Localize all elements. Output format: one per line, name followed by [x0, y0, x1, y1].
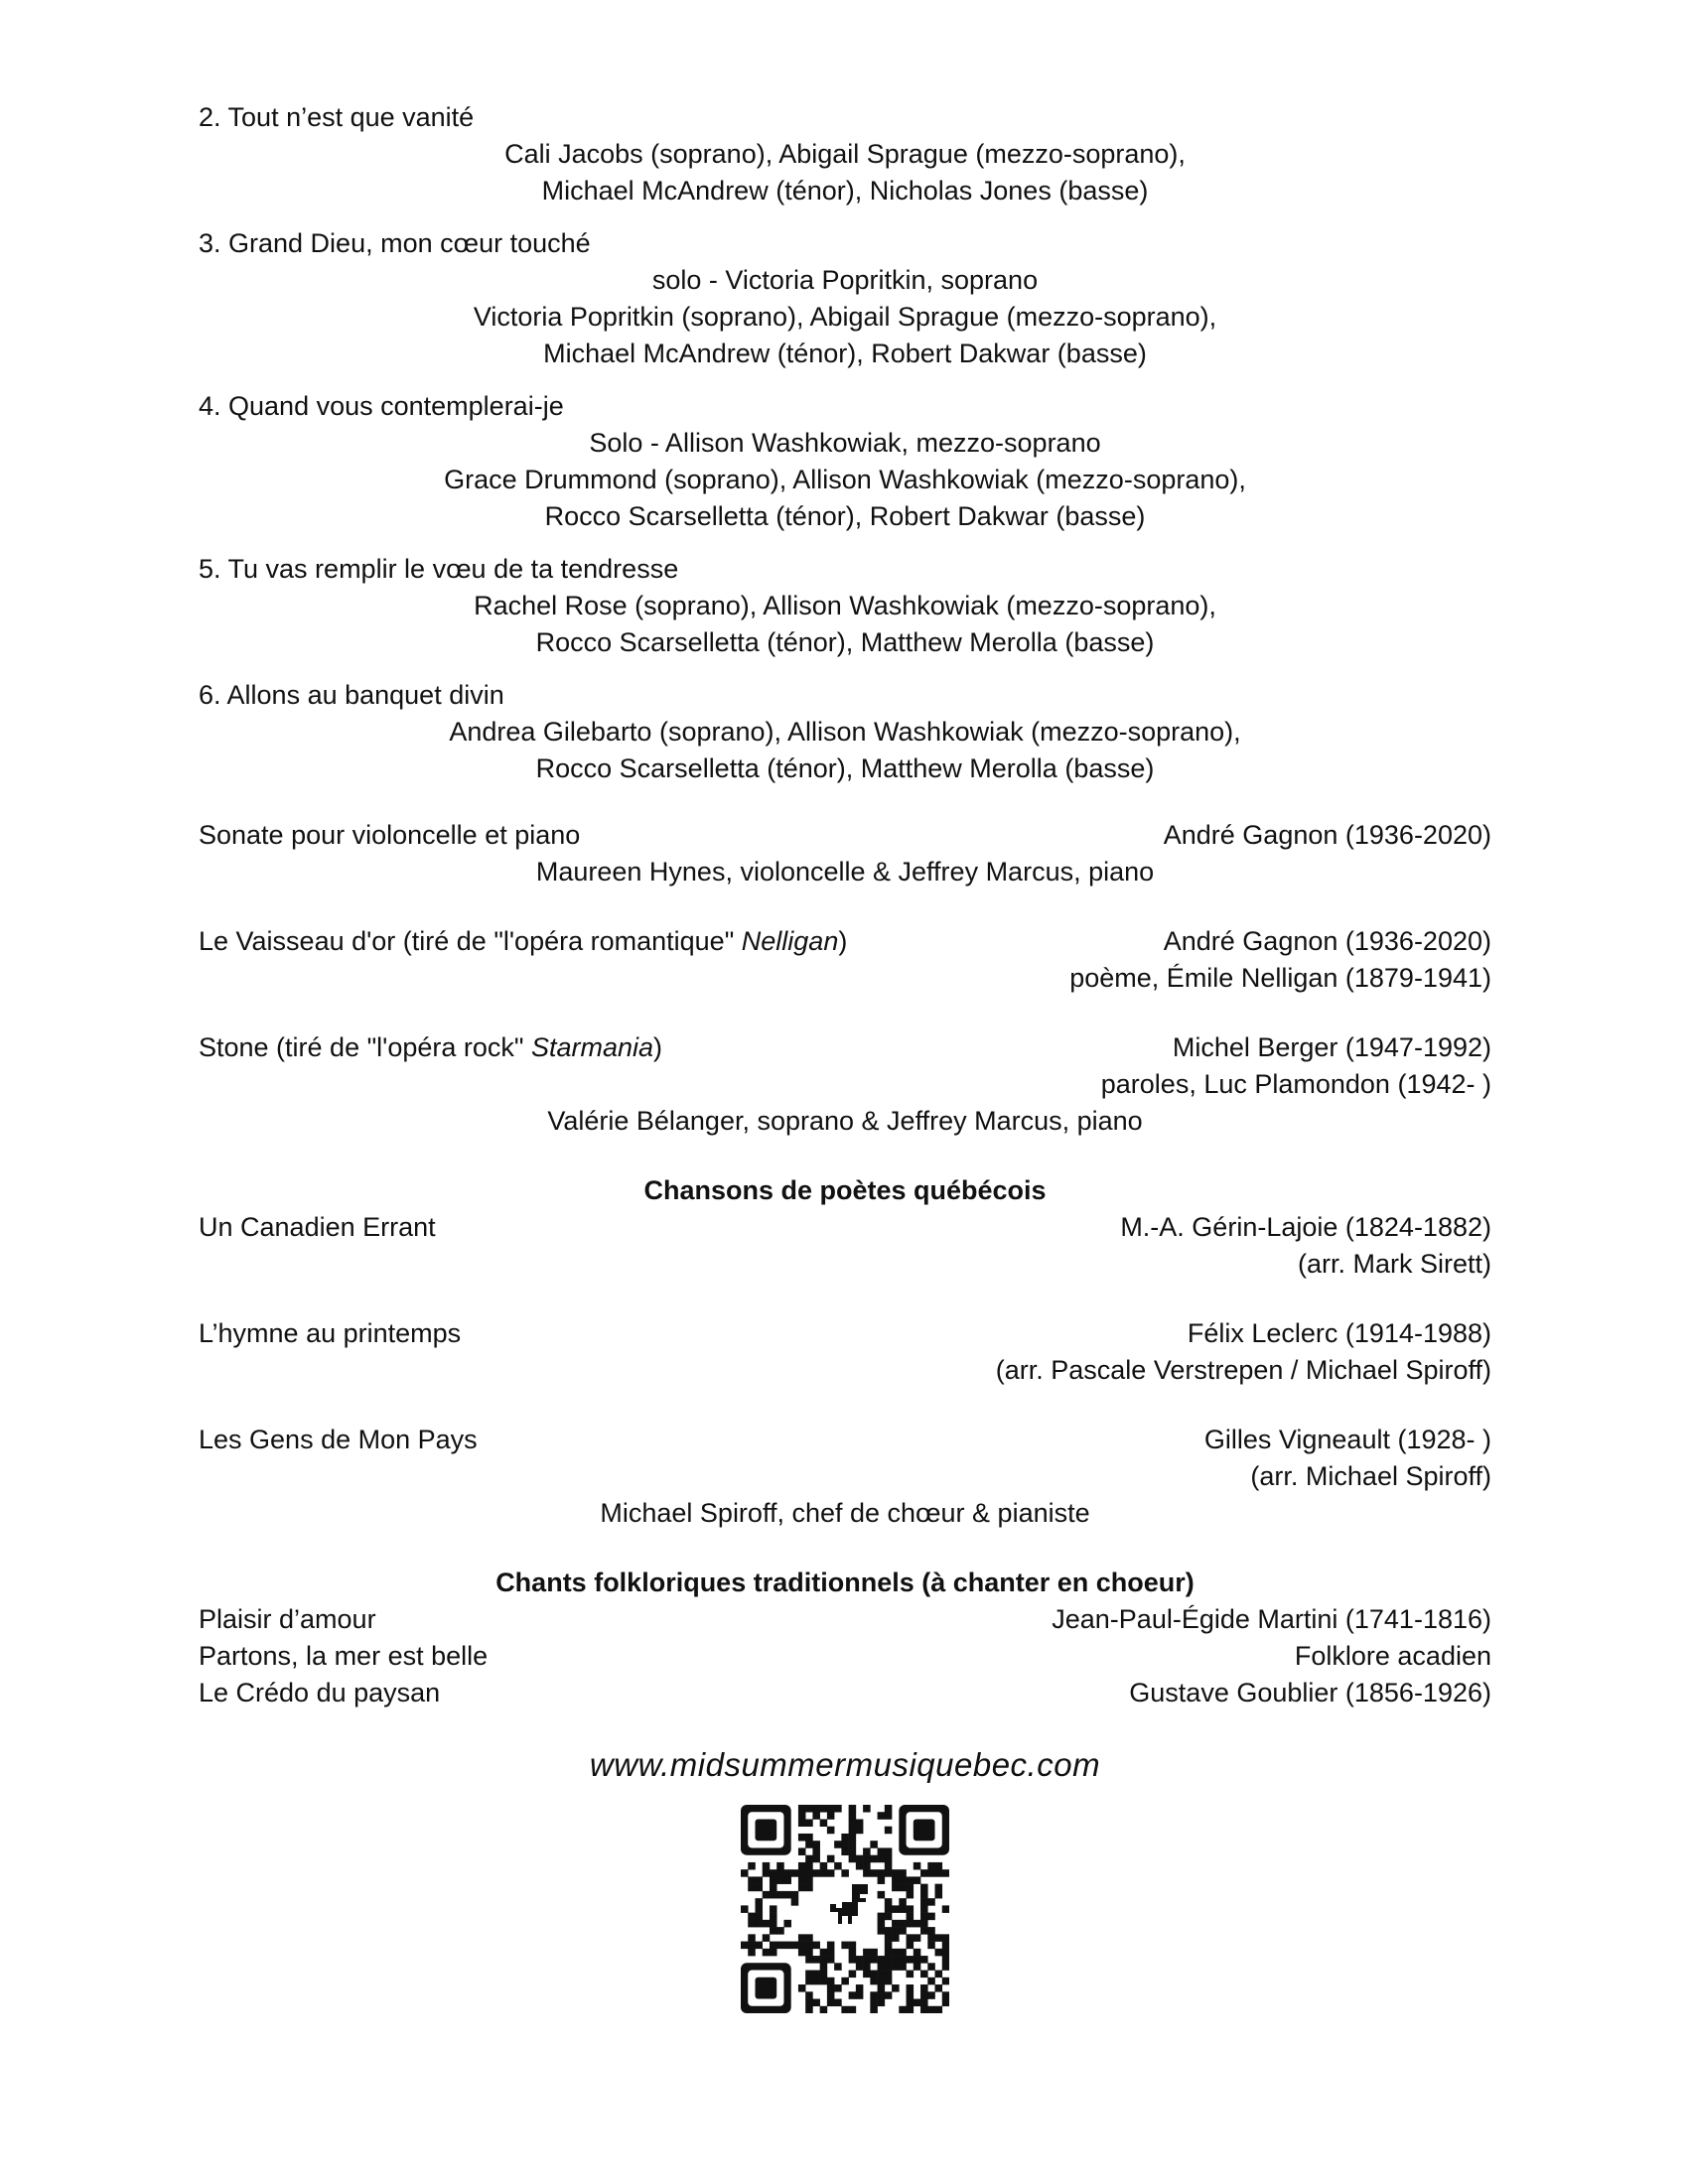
performers-line: Rocco Scarselletta (ténor), Matthew Merolla (basse)	[535, 753, 1155, 783]
item-title: 6. Allons au banquet divin	[199, 680, 504, 710]
composer: Félix Leclerc (1914-1988)	[1187, 1318, 1491, 1348]
song-title: Le Crédo du paysan	[199, 1678, 441, 1707]
poet: poème, Émile Nelligan (1879-1941)	[1069, 963, 1491, 993]
song-title: Un Canadien Errant	[199, 1212, 436, 1242]
item-title: 3. Grand Dieu, mon cœur touché	[199, 228, 591, 258]
item-title: 2. Tout n’est que vanité	[199, 102, 475, 132]
arranger: (arr. Pascale Verstrepen / Michael Spiroff)	[995, 1355, 1491, 1385]
arranger: (arr. Mark Sirett)	[1297, 1249, 1491, 1279]
chansons-section	[199, 1172, 1491, 1532]
composer: Michel Berger (1947-1992)	[1172, 1032, 1491, 1062]
performers-line: Maureen Hynes, violoncelle & Jeffrey Marcus, piano	[535, 857, 1155, 887]
opera-title: Starmania	[530, 1032, 654, 1062]
composer: Jean-Paul-Égide Martini (1741-1816)	[1052, 1604, 1491, 1634]
performers-line: Rocco Scarselletta (ténor), Robert Dakwar (basse)	[544, 501, 1146, 531]
website-url[interactable]: www.midsummermusiquebec.com	[589, 1746, 1101, 1783]
piece-title: Le Vaisseau d'or (tiré de "l'opéra romantique" Nelligan)	[199, 926, 848, 956]
section-heading: Chansons de poètes québécois	[643, 1175, 1047, 1205]
performers-line: Rocco Scarselletta (ténor), Matthew Merolla (basse)	[535, 627, 1155, 657]
performers-line: Michael Spiroff, chef de chœur & pianiste	[600, 1498, 1090, 1528]
performers-line: Rachel Rose (soprano), Allison Washkowiak (mezzo-soprano),	[474, 591, 1216, 620]
composer: André Gagnon (1936-2020)	[1163, 820, 1491, 850]
opera-title: Nelligan	[741, 926, 839, 956]
item-title: 4. Quand vous contemplerai-je	[199, 391, 564, 421]
composer: André Gagnon (1936-2020)	[1163, 926, 1491, 956]
performers-line: Michael McAndrew (ténor), Robert Dakwar (basse)	[543, 339, 1147, 368]
item-title: 5. Tu vas remplir le vœu de ta tendresse	[199, 554, 679, 584]
performers-line: Cali Jacobs (soprano), Abigail Sprague (mezzo-soprano),	[504, 139, 1186, 169]
stone-section	[199, 1029, 1491, 1140]
song-title: Partons, la mer est belle	[199, 1641, 489, 1671]
sonate-section	[199, 817, 1491, 890]
performers-line: Victoria Popritkin (soprano), Abigail Sprague (mezzo-soprano),	[473, 302, 1217, 332]
piece-title: Stone (tiré de "l'opéra rock" Starmania)	[199, 1032, 663, 1062]
piece-title: Sonate pour violoncelle et piano	[199, 820, 581, 850]
performers-line: Valérie Bélanger, soprano & Jeffrey Marcus, piano	[547, 1106, 1143, 1136]
song-title: L’hymne au printemps	[199, 1318, 462, 1348]
program-item	[199, 99, 1491, 209]
arranger: (arr. Michael Spiroff)	[1250, 1461, 1491, 1491]
lyricist: paroles, Luc Plamondon (1942- )	[1100, 1069, 1491, 1099]
song-title: Les Gens de Mon Pays	[199, 1425, 478, 1454]
composer: Gustave Goublier (1856-1926)	[1129, 1678, 1491, 1707]
qr-code-graphic	[741, 1805, 949, 2013]
performers-line: Grace Drummond (soprano), Allison Washkowiak (mezzo-soprano),	[444, 465, 1246, 494]
composer: Gilles Vigneault (1928- )	[1203, 1425, 1491, 1454]
composer: M.-A. Gérin-Lajoie (1824-1882)	[1120, 1212, 1491, 1242]
program-content	[199, 99, 1491, 2013]
performers-line: solo - Victoria Popritkin, soprano	[651, 265, 1039, 295]
song-title: Plaisir d’amour	[199, 1604, 376, 1634]
program-item	[199, 551, 1491, 661]
performers-line: Michael McAndrew (ténor), Nicholas Jones (basse)	[541, 176, 1149, 205]
program-item	[199, 225, 1491, 372]
program-item	[199, 388, 1491, 535]
performers-line: Solo - Allison Washkowiak, mezzo-soprano	[589, 428, 1101, 458]
composer: Folklore acadien	[1294, 1641, 1491, 1671]
folk-section	[199, 1565, 1491, 1711]
dinosaur-icon	[830, 1884, 868, 1924]
program-item	[199, 677, 1491, 787]
performers-line: Andrea Gilebarto (soprano), Allison Washkowiak (mezzo-soprano),	[449, 717, 1241, 747]
vaisseau-section	[199, 923, 1491, 997]
section-heading: Chants folkloriques traditionnels (à chanter en choeur)	[495, 1568, 1195, 1597]
qr-code-icon	[741, 1805, 949, 2013]
